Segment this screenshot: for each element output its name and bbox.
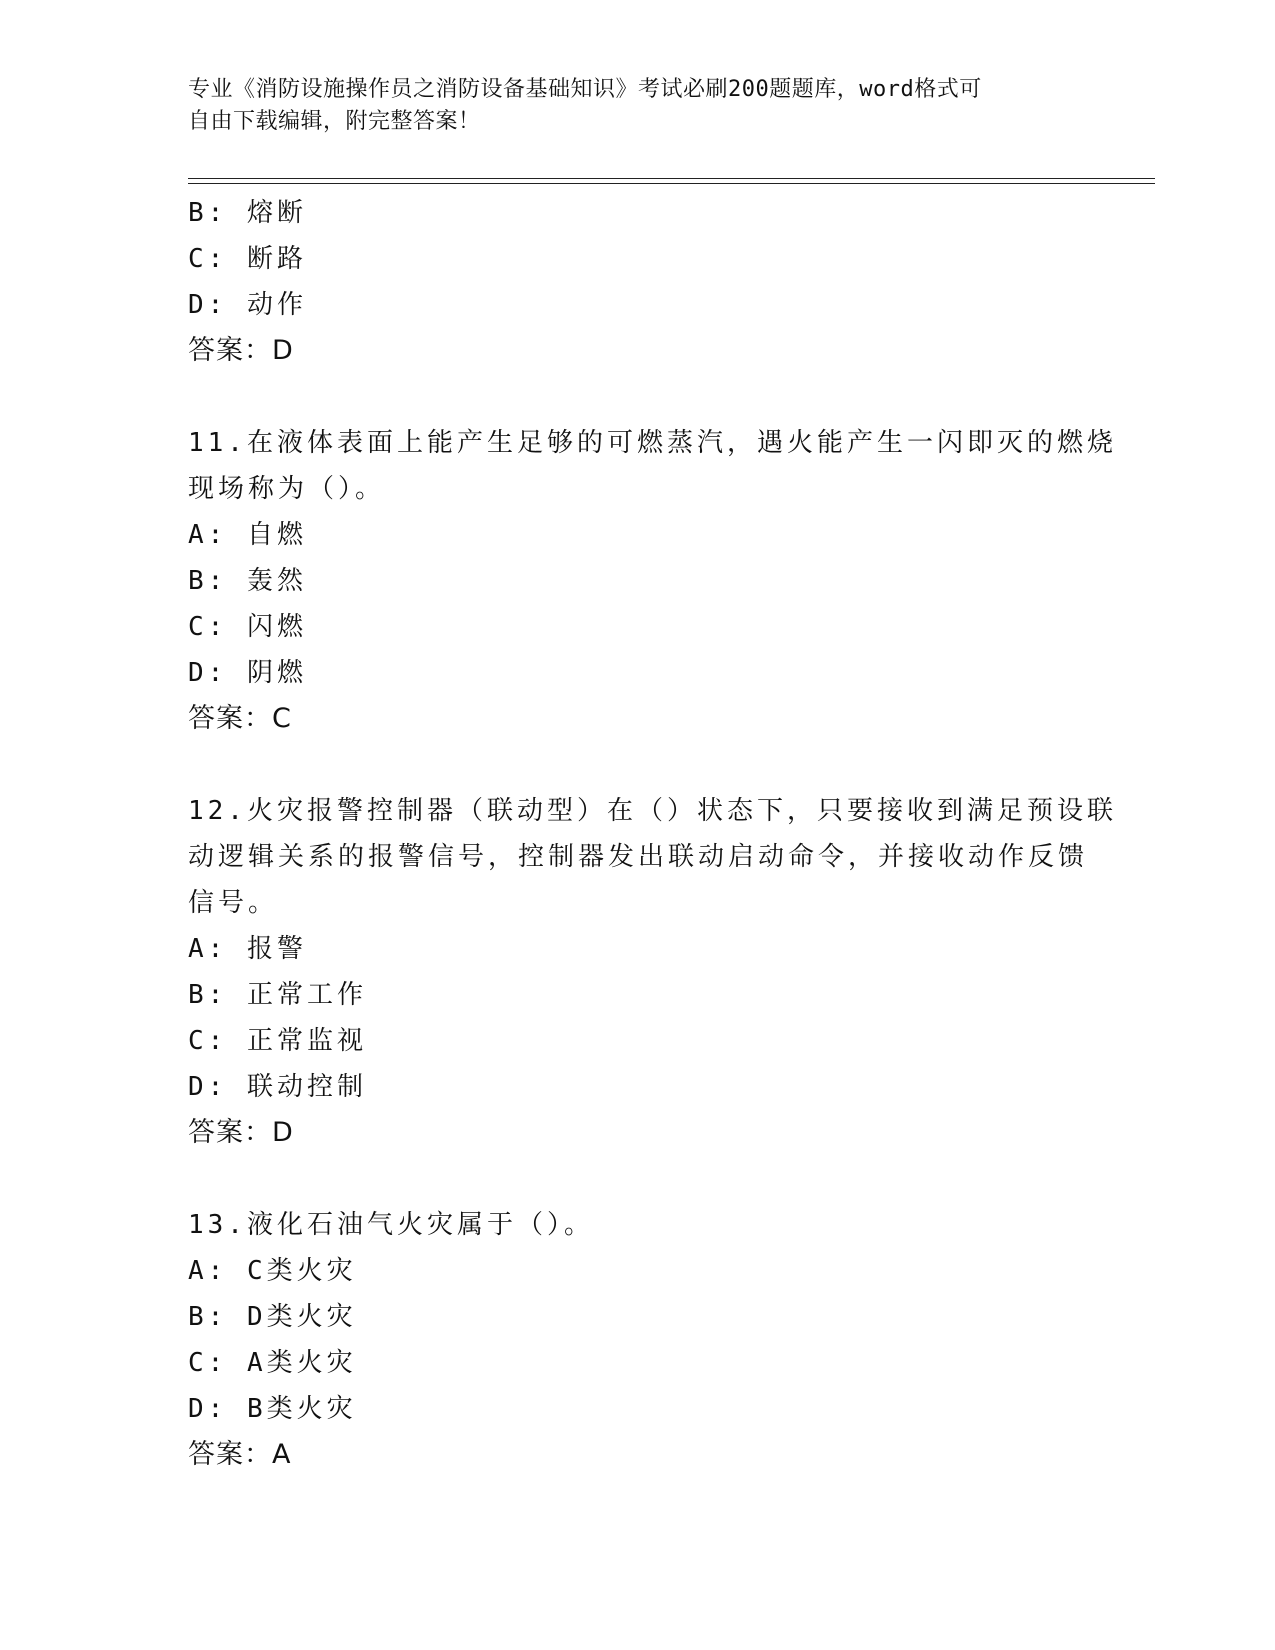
question-stem-line: 动逻辑关系的报警信号，控制器发出联动启动命令，并接收动作反馈 [188, 842, 1089, 872]
option-c: C: 正常监视 [188, 1026, 367, 1056]
option-c: C: 断路 [188, 244, 307, 274]
question-list [188, 190, 1117, 1478]
answer: 答案：C [188, 703, 292, 734]
option-a: A: C类火灾 [188, 1256, 357, 1286]
header-line-2: 自由下载编辑，附完整答案！ [188, 109, 481, 134]
option-b: B: 正常工作 [188, 980, 367, 1010]
question-block-12 [188, 788, 1117, 1156]
option-b: B: 轰然 [188, 566, 307, 596]
option-b: B: D类火灾 [188, 1302, 357, 1332]
spacer [188, 742, 1088, 788]
option-b: B: 熔断 [188, 198, 307, 228]
option-c: C: A类火灾 [188, 1348, 357, 1378]
answer: 答案：A [188, 1439, 292, 1470]
question-block-13 [188, 1202, 1088, 1478]
spacer [188, 1156, 1088, 1202]
answer: 答案：D [188, 335, 294, 366]
header-line-1: 专业《消防设施操作员之消防设备基础知识》考试必刷200题题库，word格式可 [188, 77, 982, 102]
question-stem-line: 现场称为（）。 [188, 474, 386, 504]
spacer [188, 374, 1088, 420]
question-block-10 [188, 190, 1088, 374]
document-header [188, 74, 1088, 138]
option-d: D: 阴燃 [188, 658, 307, 688]
question-stem-line: 12.火灾报警控制器（联动型）在（）状态下，只要接收到满足预设联 [188, 796, 1117, 826]
question-stem-line: 信号。 [188, 888, 279, 918]
option-d: D: B类火灾 [188, 1394, 357, 1424]
header-divider-top [188, 178, 1155, 179]
question-block-11 [188, 420, 1117, 742]
option-a: A: 报警 [188, 934, 307, 964]
option-d: D: 动作 [188, 290, 307, 320]
answer: 答案：D [188, 1117, 294, 1148]
option-a: A: 自燃 [188, 520, 307, 550]
question-stem-line: 13.液化石油气火灾属于（）。 [188, 1210, 594, 1240]
header-divider-bottom [188, 183, 1155, 184]
option-d: D: 联动控制 [188, 1072, 367, 1102]
question-stem-line: 11.在液体表面上能产生足够的可燃蒸汽，遇火能产生一闪即灭的燃烧 [188, 428, 1117, 458]
option-c: C: 闪燃 [188, 612, 307, 642]
